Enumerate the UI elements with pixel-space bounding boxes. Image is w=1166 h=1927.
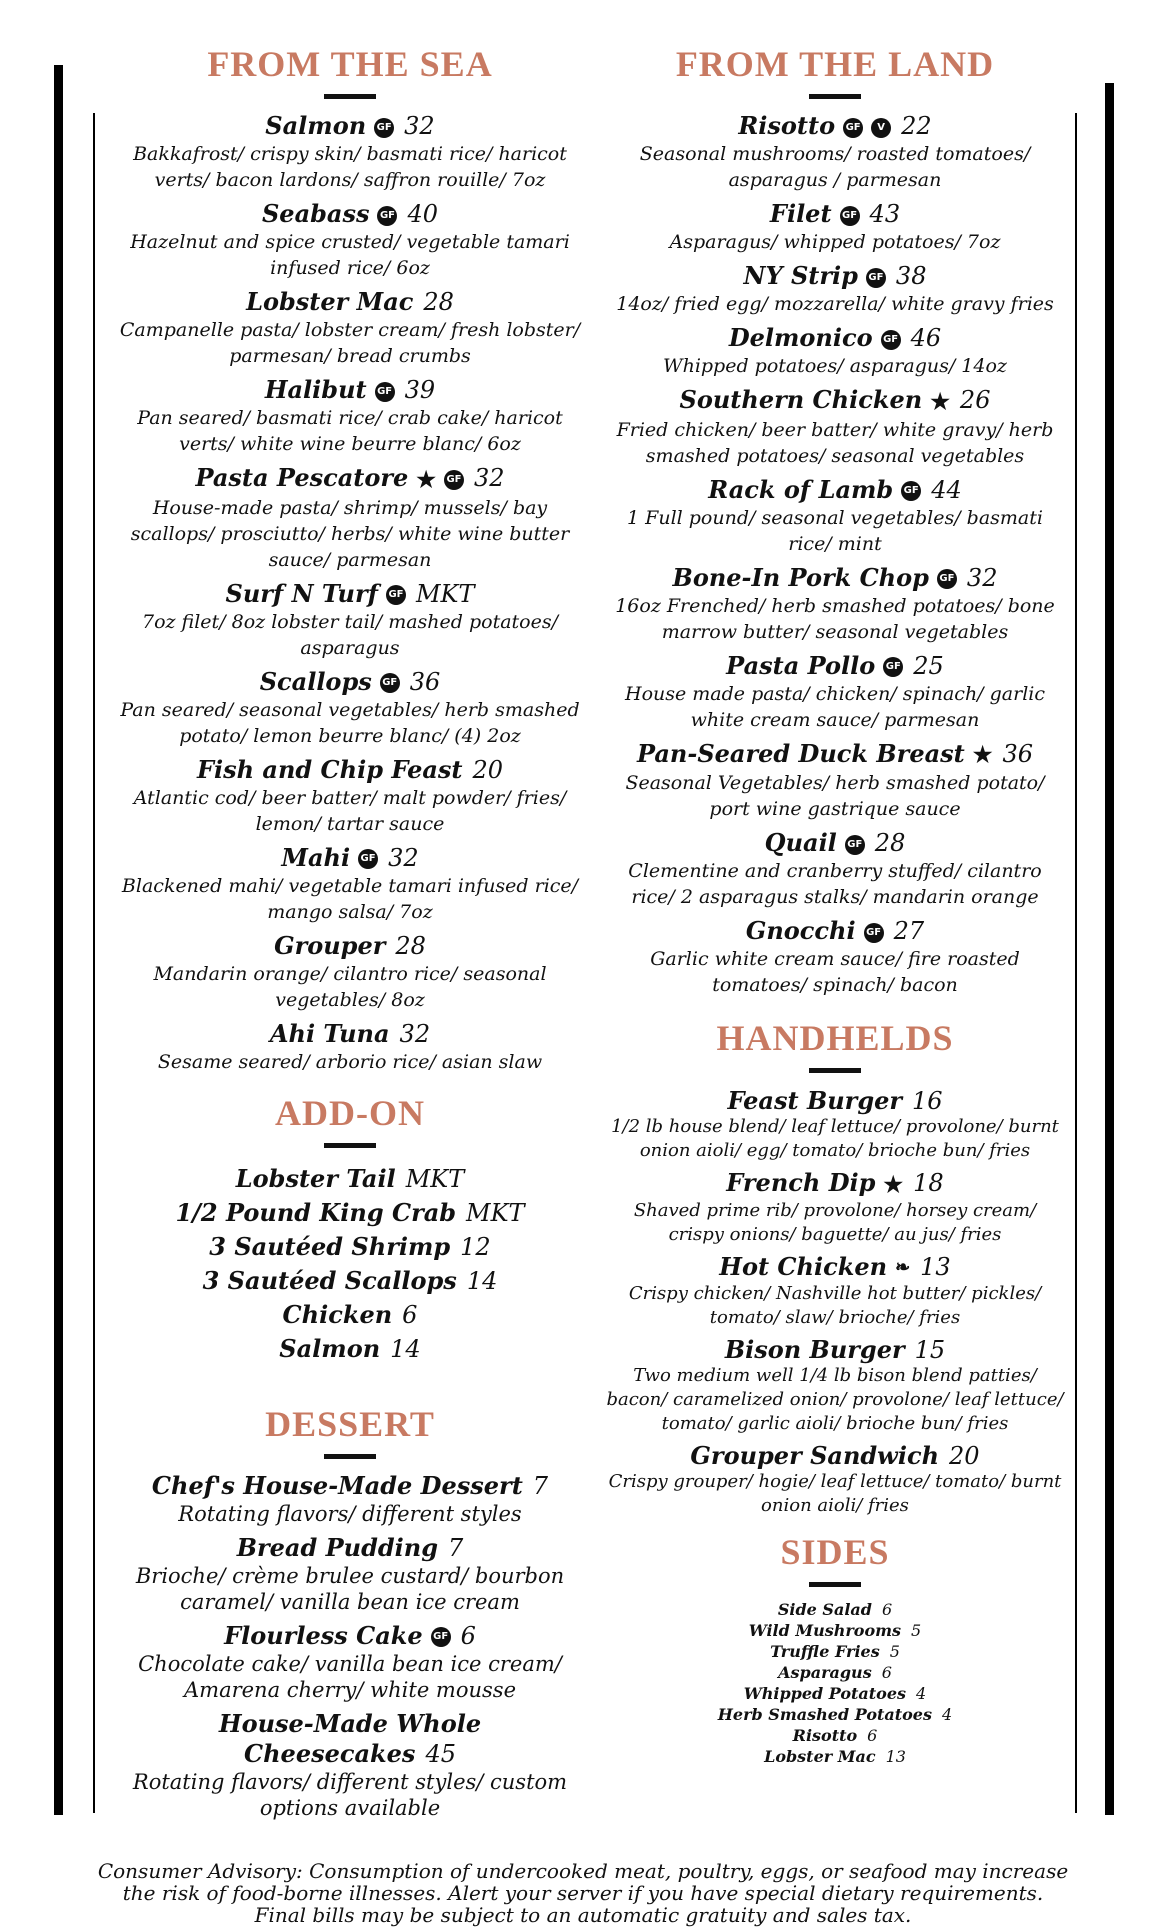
menu-item-price: 20 <box>472 755 504 784</box>
menu-item <box>110 931 590 1013</box>
menu-item-description: 1 Full pound/ seasonal vegetables/ basmati rice/ mint <box>627 506 1043 555</box>
menu-item-name-line <box>605 323 1065 353</box>
menu-item-name: Bread Pudding <box>236 1532 438 1562</box>
menu-item-description: Garlic white cream sauce/ fire roasted tomatoes/ spinach/ bacon <box>650 948 1020 996</box>
menu-item-name-line <box>605 651 1065 681</box>
menu-item-price: 16 <box>912 1087 943 1115</box>
sides-item-name: Wild Mushrooms <box>748 1621 902 1640</box>
gluten-free-icon: GF <box>386 585 406 605</box>
menu-item-name: Seabass <box>261 199 370 228</box>
menu-item-name-line <box>605 563 1065 593</box>
sides-item-price: 4 <box>942 1705 953 1724</box>
gluten-free-icon: GF <box>840 206 860 226</box>
menu-item <box>110 199 590 281</box>
menu-item-price: 32 <box>474 464 505 492</box>
menu-item <box>110 667 590 749</box>
menu-item-name: Chef's House-Made Dessert <box>151 1470 523 1500</box>
sides-item <box>605 1641 1065 1662</box>
menu-item-price: 7 <box>532 1471 549 1500</box>
menu-item-description: Seasonal Vegetables/ herb smashed potato/ port wine gastrique sauce <box>625 772 1045 820</box>
sea-section-title: FROM THE SEA <box>207 44 493 84</box>
gluten-free-icon: GF <box>374 118 394 138</box>
menu-item-name: Ahi Tuna <box>269 1018 390 1048</box>
gluten-free-icon: GF <box>901 481 921 501</box>
addon-item <box>110 1332 590 1366</box>
menu-item-name-line <box>110 755 590 785</box>
menu-item-name-line <box>605 739 1065 771</box>
gluten-free-icon: GF <box>380 673 400 693</box>
menu-item-name: Feast Burger <box>727 1086 903 1115</box>
sides-item-price: 13 <box>885 1747 906 1766</box>
dessert-section-title: DESSERT <box>265 1403 435 1444</box>
menu-item-price: 32 <box>388 843 419 872</box>
sides-item <box>605 1620 1065 1641</box>
menu-item-name-line <box>110 667 590 697</box>
menu-item-name: Bison Burger <box>724 1335 905 1364</box>
chef-star-icon: ★ <box>883 1171 904 1198</box>
menu-item-price: 18 <box>913 1169 944 1197</box>
addon-item <box>110 1298 590 1332</box>
sides-item-price: 4 <box>916 1684 927 1703</box>
menu-item-price: 28 <box>395 931 426 960</box>
menu-item-name: Pan-Seared Duck Breast <box>636 738 965 768</box>
menu-item-price: 28 <box>423 288 454 316</box>
menu-item-description: Blackened mahi/ vegetable tamari infused rice/ mango salsa/ 7oz <box>121 874 579 923</box>
menu-item-name: Quail <box>764 828 837 857</box>
menu-item-price: 32 <box>404 112 435 140</box>
menu-item-name-line <box>605 475 1065 505</box>
menu-item <box>110 1471 590 1527</box>
menu-item-description: Chocolate cake/ vanilla bean ice cream/ Amarena cherry/ white mousse <box>138 1651 562 1702</box>
sea-menu-list <box>110 111 590 1075</box>
sides-item-price: 6 <box>867 1726 878 1745</box>
menu-item-name-line <box>605 828 1065 858</box>
handhelds-menu-list <box>605 1087 1065 1518</box>
menu-item-price: 26 <box>959 386 991 414</box>
gluten-free-icon: GF <box>444 470 464 490</box>
menu-item-name-line <box>110 1621 590 1651</box>
menu-item-price: 13 <box>920 1252 951 1281</box>
menu-item <box>605 828 1065 910</box>
menu-item-price: 36 <box>1002 739 1034 768</box>
menu-item-price: 15 <box>914 1336 946 1364</box>
dessert-title-rule <box>324 1454 376 1459</box>
addon-title-rule <box>324 1143 376 1148</box>
menu-item-description: 7oz filet/ 8oz lobster tail/ mashed potatoes/ asparagus <box>141 610 559 659</box>
menu-item <box>605 1336 1065 1436</box>
advisory-line-2: the risk of food-borne illnesses. Alert your server if you have special dietary requirements. <box>122 1881 1044 1905</box>
menu-item-price: 20 <box>949 1442 980 1470</box>
right-border-bar <box>1105 83 1114 1815</box>
menu-item-description: Fried chicken/ beer batter/ white gravy/ herb smashed potatoes/ seasonal vegetables <box>616 418 1054 467</box>
sides-item <box>605 1704 1065 1725</box>
land-section-title: FROM THE LAND <box>675 44 995 84</box>
menu-item <box>605 916 1065 998</box>
menu-item-price: 32 <box>399 1019 431 1048</box>
menu-item-price: 39 <box>404 376 436 404</box>
menu-item <box>605 1087 1065 1163</box>
right-column <box>605 44 1065 1767</box>
menu-item-name-line <box>110 463 590 495</box>
menu-item-price: 44 <box>931 475 962 504</box>
gluten-free-icon: GF <box>937 569 957 589</box>
menu-item-name: Scallops <box>259 666 372 696</box>
menu-item <box>110 1019 590 1075</box>
addon-item <box>110 1230 590 1264</box>
addon-item-name: 1/2 Pound King Crab <box>175 1197 457 1227</box>
sides-item-price: 5 <box>889 1642 900 1661</box>
menu-item-name-line <box>110 843 590 873</box>
menu-item <box>605 475 1065 557</box>
sides-section-title: SIDES <box>780 1532 890 1572</box>
menu-item <box>110 1533 590 1615</box>
menu-item-description: 14oz/ fried egg/ mozzarella/ white gravy fries <box>616 293 1054 315</box>
menu-item-name: Mahi <box>281 842 351 872</box>
sides-item-name: Risotto <box>792 1726 858 1745</box>
menu-item <box>605 1253 1065 1331</box>
menu-item <box>110 1621 590 1703</box>
center-divider-right <box>1075 113 1077 1813</box>
menu-item-description: Asparagus/ whipped potatoes/ 7oz <box>669 231 1001 253</box>
sides-item-name: Herb Smashed Potatoes <box>717 1705 932 1724</box>
menu-item-name: Rack of Lamb <box>708 474 894 504</box>
menu-item <box>605 651 1065 733</box>
menu-item-description: 16oz Frenched/ herb smashed potatoes/ bone marrow butter/ seasonal vegetables <box>615 594 1055 643</box>
vegetarian-icon: V <box>871 118 891 138</box>
gluten-free-icon: GF <box>864 923 884 943</box>
menu-item <box>110 843 590 925</box>
menu-item-name-line <box>605 1336 1065 1364</box>
addon-item <box>110 1196 590 1230</box>
gluten-free-icon: GF <box>883 657 903 677</box>
menu-item-description: Brioche/ crème brulee custard/ bourbon caramel/ vanilla bean ice cream <box>135 1563 565 1614</box>
land-menu-list <box>605 111 1065 998</box>
menu-item-description: Seasonal mushrooms/ roasted tomatoes/ asparagus / parmesan <box>639 143 1031 191</box>
menu-item-name: Fish and Chip Feast <box>196 754 463 784</box>
menu-item-description: Shaved prime rib/ provolone/ horsey cream/ crispy onions/ baguette/ au jus/ fries <box>633 1199 1037 1245</box>
dessert-menu-list <box>110 1471 590 1821</box>
menu-item-description: Crispy chicken/ Nashville hot butter/ pickles/ tomato/ slaw/ brioche/ fries <box>628 1283 1042 1328</box>
sides-item <box>605 1746 1065 1767</box>
menu-item-name-line <box>605 1442 1065 1470</box>
menu-item-price: 36 <box>409 667 441 696</box>
menu-item-name: Surf N Turf <box>225 578 378 608</box>
menu-item-description: Rotating flavors/ different styles/ custom options available <box>132 1769 568 1820</box>
addon-item-price: 14 <box>466 1266 498 1295</box>
menu-item-name: Lobster Mac <box>246 287 414 316</box>
menu-item <box>110 579 590 661</box>
sides-item-price: 6 <box>881 1600 893 1619</box>
addon-menu-list <box>110 1162 590 1366</box>
menu-item-description: Pan seared/ basmati rice/ crab cake/ haricot verts/ white wine beurre blanc/ 6oz <box>137 407 563 455</box>
gluten-free-icon: GF <box>358 849 378 869</box>
menu-item <box>605 261 1065 317</box>
menu-item <box>605 111 1065 193</box>
menu-item-price: 45 <box>425 1739 456 1768</box>
menu-item-name: Gnocchi <box>745 916 856 945</box>
menu-item-description: Crispy grouper/ hogie/ leaf lettuce/ tomato/ burnt onion aioli/ fries <box>608 1471 1062 1516</box>
sides-item <box>605 1599 1065 1620</box>
gluten-free-icon: GF <box>431 1627 451 1647</box>
menu-item-description: Hazelnut and spice crusted/ vegetable tamari infused rice/ 6oz <box>130 231 570 279</box>
menu-item-name-line <box>110 375 590 405</box>
menu-item <box>110 111 590 193</box>
sides-item-name: Truffle Fries <box>770 1642 880 1661</box>
menu-item-description: Campanelle pasta/ lobster cream/ fresh lobster/ parmesan/ bread crumbs <box>119 319 581 367</box>
addon-section-title: ADD-ON <box>275 1092 425 1133</box>
handhelds-section-title: HANDHELDS <box>716 1018 954 1058</box>
addon-item <box>110 1162 590 1196</box>
left-column <box>110 44 590 1827</box>
menu-item-price: 46 <box>910 324 942 352</box>
menu-item <box>605 563 1065 645</box>
menu-item-price: 28 <box>874 829 906 857</box>
menu-item <box>110 463 590 573</box>
sides-title-rule <box>809 1582 861 1587</box>
gluten-free-icon: GF <box>375 382 395 402</box>
addon-item-name: Lobster Tail <box>235 1163 396 1193</box>
menu-item-name: Flourless Cake <box>224 1620 423 1650</box>
sides-item-name: Whipped Potatoes <box>743 1684 907 1703</box>
menu-item-description: Sesame seared/ arborio rice/ asian slaw <box>157 1050 543 1073</box>
menu-item-name-line <box>605 261 1065 291</box>
sides-menu-list <box>605 1599 1065 1767</box>
addon-item-name: Chicken <box>282 1299 393 1329</box>
sea-title-rule <box>324 94 376 99</box>
chef-star-icon: ★ <box>416 466 436 493</box>
menu-item <box>605 1169 1065 1247</box>
menu-item-name-line <box>110 579 590 609</box>
menu-item-name: Grouper Sandwich <box>690 1441 940 1470</box>
menu-item-name: Hot Chicken <box>719 1251 888 1281</box>
menu-item-price: 32 <box>966 563 998 592</box>
menu-item <box>110 287 590 369</box>
menu-item-name: Southern Chicken <box>679 385 923 414</box>
menu-item-description: Bakkafrost/ crispy skin/ basmati rice/ haricot verts/ bacon lardons/ saffron rouille/ 7oz <box>133 143 567 191</box>
menu-item-name-line <box>605 1169 1065 1199</box>
chef-star-icon: ★ <box>930 388 950 415</box>
menu-item-name-line <box>605 199 1065 229</box>
menu-item-description: Atlantic cod/ beer batter/ malt powder/ fries/ lemon/ tartar sauce <box>133 786 567 835</box>
menu-item <box>110 375 590 457</box>
menu-item-name: Halibut <box>264 375 367 404</box>
consumer-advisory <box>60 1860 1106 1926</box>
gluten-free-icon: GF <box>845 835 865 855</box>
addon-item-price: MKT <box>405 1164 465 1193</box>
addon-item-name: Salmon <box>279 1333 381 1363</box>
gluten-free-icon: GF <box>866 268 886 288</box>
center-divider-left <box>93 113 95 1813</box>
addon-item <box>110 1264 590 1298</box>
menu-item <box>110 755 590 837</box>
sides-item-name: Lobster Mac <box>764 1747 876 1766</box>
sides-item-name: Asparagus <box>778 1663 872 1682</box>
spicy-pepper-icon: ❧ <box>895 1257 911 1278</box>
addon-item-price: MKT <box>466 1198 525 1227</box>
menu-item-name: Grouper <box>274 930 386 960</box>
sides-item-price: 6 <box>881 1663 892 1682</box>
menu-item <box>605 739 1065 823</box>
menu-item-description: Rotating flavors/ different styles <box>178 1501 522 1526</box>
menu-item-price: 43 <box>869 200 901 228</box>
menu-item-description: Two medium well 1/4 lb bison blend patties/ bacon/ caramelized onion/ provolone/ leaf lettuce/ tomato/ garlic aioli/ brioche bun/ fries <box>606 1365 1064 1434</box>
land-title-rule <box>809 94 861 99</box>
advisory-line-3: Final bills may be subject to an automatic gratuity and sales tax. <box>254 1903 912 1927</box>
left-border-bar <box>54 65 63 1815</box>
gluten-free-icon: GF <box>377 206 397 226</box>
menu-item-price: MKT <box>415 579 475 608</box>
sides-item <box>605 1683 1065 1704</box>
addon-item-name: 3 Sautéed Shrimp <box>209 1231 451 1261</box>
menu-item-price: 40 <box>407 200 439 228</box>
menu-item-name: Pasta Pollo <box>726 650 876 680</box>
menu-item-name-line <box>110 931 590 961</box>
menu-item-price: 27 <box>893 917 925 945</box>
menu-item-description: Clementine and cranberry stuffed/ cilantro rice/ 2 asparagus stalks/ mandarin orange <box>628 860 1042 908</box>
menu-item-name: Risotto <box>738 111 836 140</box>
menu-item-name-line <box>605 1087 1065 1115</box>
menu-item-name-line <box>110 1471 590 1501</box>
gluten-free-icon: GF <box>843 118 863 138</box>
menu-item-name: Filet <box>769 199 832 228</box>
handhelds-title-rule <box>809 1068 861 1073</box>
menu-item-name: Delmonico <box>728 323 873 352</box>
menu-item-price: 38 <box>895 262 927 290</box>
menu-item-price: 22 <box>901 112 932 140</box>
menu-item-price: 6 <box>460 1621 476 1650</box>
chef-star-icon: ★ <box>972 742 993 768</box>
addon-item-price: 6 <box>402 1300 418 1329</box>
menu-item-description: Mandarin orange/ cilantro rice/ seasonal vegetables/ 8oz <box>153 962 547 1011</box>
menu-item-name-line <box>110 111 590 141</box>
addon-item-price: 14 <box>390 1334 421 1363</box>
sides-item-price: 5 <box>911 1621 922 1640</box>
advisory-line-1: Consumer Advisory: Consumption of undercooked meat, poultry, eggs, or seafood may increase <box>97 1859 1069 1883</box>
sides-item-name: Side Salad <box>777 1600 872 1619</box>
menu-item-name-line <box>605 1253 1065 1283</box>
menu-item-name: House-Made Whole Cheesecakes <box>218 1708 482 1768</box>
menu-item-description: Whipped potatoes/ asparagus/ 14oz <box>663 355 1007 377</box>
menu-item <box>110 1709 590 1821</box>
menu-item-name-line <box>110 1709 590 1769</box>
addon-item-price: 12 <box>460 1232 491 1261</box>
menu-item-description: 1/2 lb house blend/ leaf lettuce/ provolone/ burnt onion aioli/ egg/ tomato/ brioche bun/ fries <box>611 1116 1059 1161</box>
menu-item-name-line <box>110 1019 590 1049</box>
menu-item-name-line <box>110 199 590 229</box>
menu-item-name-line <box>605 111 1065 141</box>
menu-item-price: 25 <box>913 651 944 680</box>
sides-item <box>605 1662 1065 1683</box>
menu-item-name: NY Strip <box>743 261 858 290</box>
menu-item-name-line <box>605 385 1065 417</box>
menu-item <box>605 199 1065 255</box>
menu-item-name-line <box>110 287 590 317</box>
menu-item-description: Pan seared/ seasonal vegetables/ herb smashed potato/ lemon beurre blanc/ (4) 2oz <box>120 698 580 747</box>
gluten-free-icon: GF <box>881 330 901 350</box>
menu-item-name-line <box>110 1533 590 1563</box>
menu-item-name: Pasta Pescatore <box>195 463 409 492</box>
menu-item <box>605 385 1065 469</box>
menu-item-name: Bone-In Pork Chop <box>672 562 929 592</box>
sides-item <box>605 1725 1065 1746</box>
menu-item-description: House made pasta/ chicken/ spinach/ garlic white cream sauce/ parmesan <box>625 682 1045 731</box>
menu-item-description: House-made pasta/ shrimp/ mussels/ bay scallops/ prosciutto/ herbs/ white wine butter sauce/ parmesan <box>130 496 570 571</box>
menu-item-name: Salmon <box>265 111 367 140</box>
menu-item <box>605 1442 1065 1518</box>
menu-item-name-line <box>605 916 1065 946</box>
menu-item-price: 7 <box>448 1533 464 1562</box>
addon-item-name: 3 Sautéed Scallops <box>202 1265 457 1295</box>
menu-item <box>605 323 1065 379</box>
menu-item-name: French Dip <box>726 1168 876 1197</box>
